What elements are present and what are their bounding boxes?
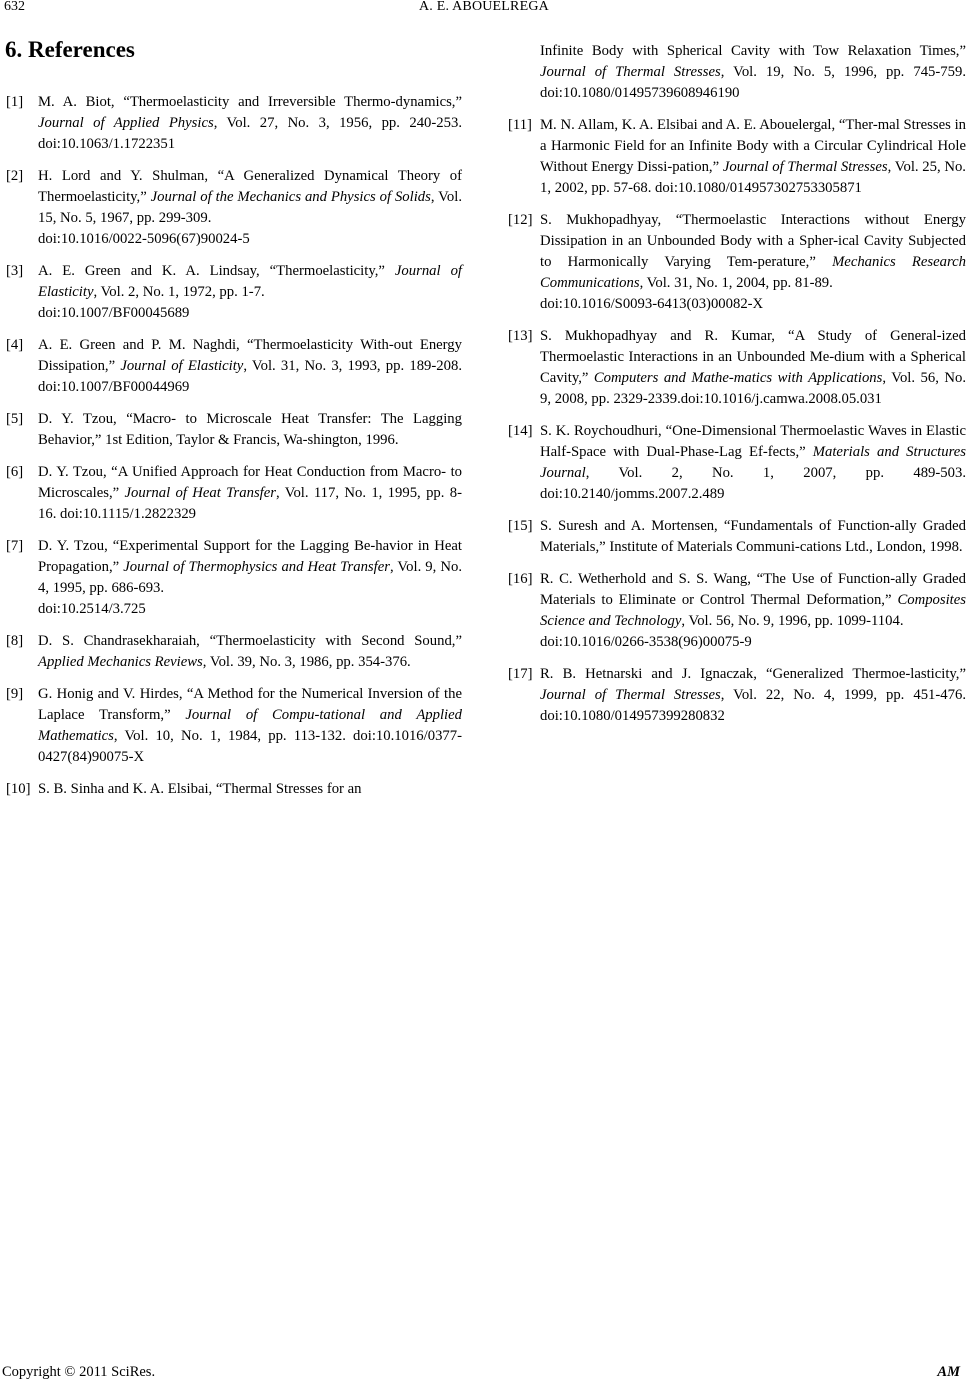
reference-journal: Journal of Thermophysics and Heat Transfer	[123, 559, 390, 575]
reference-journal: Composites Science and Technology	[540, 592, 966, 629]
reference-authors-title: S. Suresh and A. Mortensen, “Fundamentals of Function-ally Graded Materials,” Institute of Materials Communi-cations Ltd., London, 1998.	[540, 518, 966, 555]
reference-number: [14]	[508, 423, 533, 439]
reference-journal: Journal of Applied Physics	[38, 115, 214, 131]
reference-item	[6, 536, 462, 620]
reference-details: , Vol. 56, No. 9, 1996, pp. 1099-1104.	[681, 613, 904, 629]
reference-journal: Journal of Compu-tational and Applied Mathematics	[38, 707, 462, 744]
reference-number: [9]	[6, 686, 24, 702]
section-title: 6. References	[5, 37, 135, 62]
footer-copyright: Copyright © 2011 SciRes.	[2, 1364, 156, 1380]
reference-authors-title: R. B. Hetnarski and J. Ignaczak, “Generalized Thermoe-lasticity,”	[540, 666, 966, 682]
reference-text	[540, 516, 966, 558]
reference-text	[38, 335, 462, 398]
reference-text	[38, 462, 462, 525]
reference-authors-title: S. Mukhopadhyay, “Thermoelastic Interactions without Energy Dissipation in an Unbounded Body with a Spher-ical Cavity Subjected to Harmonically Varying Tem-perature,”	[540, 212, 966, 270]
reference-text	[38, 779, 462, 800]
reference-doi: doi:10.1007/BF00045689	[38, 305, 190, 321]
reference-text	[540, 569, 966, 653]
reference-text	[540, 115, 966, 199]
footer-journal-abbrev: AM	[937, 1364, 960, 1380]
reference-details: , Vol. 22, No. 4, 1999, pp. 451-476. doi:10.1080/014957399280832	[540, 687, 966, 724]
reference-item	[6, 684, 462, 768]
reference-doi: doi:10.1016/S0093-6413(03)00082-X	[540, 296, 764, 312]
reference-authors-title: S. Mukhopadhyay and R. Kumar, “A Study of General-ized Thermoelastic Interactions in an Unbounded Me-dium with a Spherical Cavity,”	[540, 328, 966, 386]
reference-journal: Journal of Thermal Stresses	[722, 159, 888, 175]
reference-item	[508, 210, 966, 315]
reference-authors-title: M. N. Allam, K. A. Elsibai and A. E. Abouelergal, “Ther-mal Stresses in a Harmonic Field for an Infinite Body with a Circular Cylindrical Hole Without Energy Dissi-pation,”	[540, 117, 966, 175]
reference-number: [8]	[6, 633, 24, 649]
reference-journal: Materials and Structures Journal	[540, 444, 966, 481]
running-head: A. E. ABOUELREGA	[419, 0, 549, 14]
reference-number: [4]	[6, 337, 24, 353]
reference-details: , Vol. 31, No. 3, 1993, pp. 189-208. doi:10.1007/BF00044969	[38, 358, 462, 395]
reference-journal: Computers and Mathe-matics with Applications	[593, 370, 883, 386]
reference-doi: doi:10.2514/3.725	[38, 601, 146, 617]
reference-text	[38, 166, 462, 250]
reference-number: [11]	[508, 117, 532, 133]
reference-authors-title: H. Lord and Y. Shulman, “A Generalized Dynamical Theory of Thermoelasticity,”	[38, 168, 462, 205]
reference-authors-title: R. C. Wetherhold and S. S. Wang, “The Use of Function-ally Graded Materials to Eliminate or Control Thermal Deformation,”	[540, 571, 966, 608]
reference-journal: Journal of Elasticity	[120, 358, 244, 374]
reference-number: [5]	[6, 411, 24, 427]
reference-details: , Vol. 117, No. 1, 1995, pp. 8-16. doi:10.1115/1.2822329	[38, 485, 463, 522]
reference-details: , Vol. 31, No. 1, 2004, pp. 81-89.	[639, 275, 833, 291]
reference-authors-title: G. Honig and V. Hirdes, “A Method for the Numerical Inversion of the Laplace Transform,”	[38, 686, 462, 723]
reference-number: [17]	[508, 666, 533, 682]
reference-authors-title: D. Y. Tzou, “Experimental Support for the Lagging Be-havior in Heat Propagation,”	[38, 538, 462, 575]
reference-text	[540, 326, 966, 410]
reference-text	[38, 409, 462, 451]
reference-number: [12]	[508, 212, 533, 228]
reference-number: [3]	[6, 263, 24, 279]
reference-authors-title: A. E. Green and K. A. Lindsay, “Thermoelasticity,”	[38, 263, 395, 279]
reference-details: , Vol. 15, No. 5, 1967, pp. 299-309.	[38, 189, 462, 226]
reference-number: [7]	[6, 538, 24, 554]
reference-item	[508, 115, 966, 199]
reference-text	[540, 421, 966, 505]
reference-doi: doi:10.1016/0022-5096(67)90024-5	[38, 231, 250, 247]
reference-journal: Journal of Thermal Stresses	[540, 64, 721, 80]
reference-details: , Vol. 2, No. 1, 2007, pp. 489-503. doi:10.2140/jomms.2007.2.489	[540, 465, 966, 502]
reference-item	[6, 166, 462, 250]
reference-authors-title: S. B. Sinha and K. A. Elsibai, “Thermal Stresses for an	[38, 781, 362, 797]
reference-details: , Vol. 2, No. 1, 1972, pp. 1-7.	[93, 284, 265, 300]
left-column	[6, 92, 462, 811]
reference-number: [10]	[6, 781, 31, 797]
reference-text	[540, 210, 966, 315]
reference-authors-title: D. Y. Tzou, “A Unified Approach for Heat Conduction from Macro- to Microscales,”	[38, 464, 462, 501]
reference-item	[508, 326, 966, 410]
reference-item	[6, 779, 462, 800]
reference-item	[6, 409, 462, 451]
reference-number: [16]	[508, 571, 533, 587]
reference-details: , Vol. 27, No. 3, 1956, pp. 240-253. doi:10.1063/1.1722351	[38, 115, 462, 152]
reference-number: [2]	[6, 168, 24, 184]
reference-item	[6, 462, 462, 525]
reference-journal: Mechanics Research Communications	[540, 254, 966, 291]
reference-number: [13]	[508, 328, 533, 344]
reference-details: , Vol. 10, No. 1, 1984, pp. 113-132. doi:10.1016/0377-0427(84)90075-X	[38, 728, 462, 765]
reference-doi: doi:10.1016/0266-3538(96)00075-9	[540, 634, 752, 650]
reference-item	[6, 631, 462, 673]
reference-details: , Vol. 19, No. 5, 1996, pp. 745-759. doi:10.1080/01495739608946190	[540, 64, 966, 101]
reference-authors-title: S. K. Roychoudhuri, “One-Dimensional Thermoelastic Waves in Elastic Half-Space with Dual-Phase-Lag Ef-fects,”	[540, 423, 966, 460]
reference-text	[38, 536, 462, 620]
reference-authors-title: A. E. Green and P. M. Naghdi, “Thermoelasticity With-out Energy Dissipation,”	[38, 337, 462, 374]
reference-text	[38, 631, 462, 673]
reference-number: [15]	[508, 518, 533, 534]
reference-item	[6, 335, 462, 398]
reference-item	[508, 569, 966, 653]
reference-text	[38, 261, 462, 324]
reference-text	[540, 664, 966, 727]
reference-text	[38, 92, 462, 155]
reference-item	[6, 261, 462, 324]
page-number: 632	[4, 0, 25, 14]
reference-item	[508, 421, 966, 505]
reference-details: , Vol. 39, No. 3, 1986, pp. 354-376.	[202, 654, 411, 670]
reference-details: , Vol. 9, No. 4, 1995, pp. 686-693.	[38, 559, 462, 596]
right-column	[508, 41, 966, 738]
reference-journal: Journal of the Mechanics and Physics of Solids	[150, 189, 431, 205]
reference-item	[508, 664, 966, 727]
reference-authors-title: D. S. Chandrasekharaiah, “Thermoelasticity with Second Sound,”	[38, 633, 462, 649]
reference-number: [1]	[6, 94, 24, 110]
reference-journal: Journal of Thermal Stresses	[540, 687, 721, 703]
reference-details: , Vol. 25, No. 1, 2002, pp. 57-68. doi:10.1080/014957302753305871	[540, 159, 966, 196]
reference-authors-title: D. Y. Tzou, “Macro- to Microscale Heat Transfer: The Lagging Behavior,” 1st Edition, Taylor & Francis, Wa-shington, 1996.	[38, 411, 462, 448]
reference-authors-title: M. A. Biot, “Thermoelasticity and Irreversible Thermo-dynamics,”	[38, 94, 462, 110]
reference-item	[6, 92, 462, 155]
reference-continuation	[508, 41, 966, 104]
reference-journal: Applied Mechanics Reviews	[38, 654, 203, 670]
reference-journal: Journal of Heat Transfer	[124, 485, 276, 501]
reference-details: , Vol. 56, No. 9, 2008, pp. 2329-2339.doi:10.1016/j.camwa.2008.05.031	[540, 370, 966, 407]
reference-authors-title: Infinite Body with Spherical Cavity with Tow Relaxation Times,”	[540, 43, 966, 59]
reference-item	[508, 516, 966, 558]
reference-text	[38, 684, 462, 768]
reference-journal: Journal of Elasticity	[38, 263, 463, 300]
reference-number: [6]	[6, 464, 24, 480]
